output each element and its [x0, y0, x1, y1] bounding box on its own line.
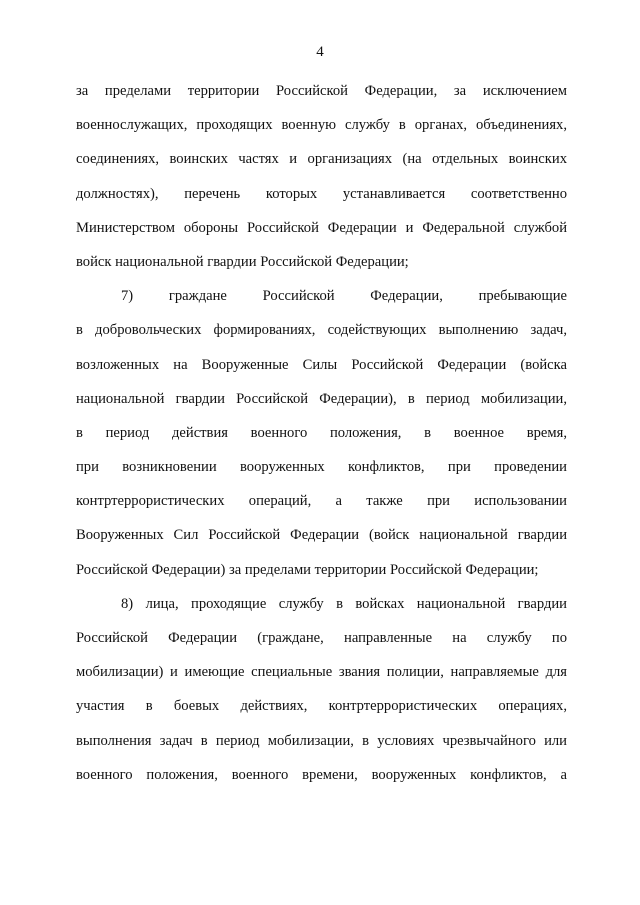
text-line: выполнения задач в период мобилизации, в условиях чрезвычайного или	[76, 732, 567, 749]
text-line: при возникновении вооруженных конфликтов, при проведении	[76, 459, 567, 476]
text-line: мобилизации) и имеющие специальные звания полиции, направляемые для	[76, 664, 567, 681]
text-line: войск национальной гвардии Российской Федерации;	[76, 253, 409, 270]
paragraph-item-8	[76, 587, 567, 792]
text-line: за пределами территории Российской Федерации, за исключением	[76, 83, 567, 99]
text-line: национальной гвардии Российской Федерации), в период мобилизации,	[76, 390, 567, 407]
document-body	[76, 74, 567, 792]
text-line: контртеррористических операций, а также при использовании	[76, 493, 567, 510]
paragraph-continuation	[76, 74, 567, 279]
text-line: 7) граждане Российской Федерации, пребывающие	[121, 288, 567, 305]
text-line: в добровольческих формированиях, содействующих выполнению задач,	[76, 322, 567, 339]
page-number: 4	[316, 44, 324, 60]
text-line: в период действия военного положения, в военное время,	[76, 424, 567, 441]
text-line: военного положения, военного времени, вооруженных конфликтов, а	[76, 766, 567, 783]
text-line: военнослужащих, проходящих военную службу в органах, объединениях,	[76, 117, 567, 134]
text-line: участия в боевых действиях, контртеррористических операциях,	[76, 698, 567, 715]
text-line: Российской Федерации (граждане, направленные на службу по	[76, 630, 567, 646]
text-line: соединениях, воинских частях и организациях (на отдельных воинских	[76, 151, 567, 168]
paragraph-item-7	[76, 279, 567, 587]
text-line: должностях), перечень которых устанавливается соответственно	[76, 185, 567, 202]
text-line: Вооруженных Сил Российской Федерации (войск национальной гвардии	[76, 527, 567, 544]
text-line: 8) лица, проходящие службу в войсках национальной гвардии	[121, 595, 567, 612]
text-line: Министерством обороны Российской Федерации и Федеральной службой	[76, 219, 567, 236]
text-line: возложенных на Вооруженные Силы Российской Федерации (войска	[76, 356, 567, 373]
text-line: Российской Федерации) за пределами территории Российской Федерации;	[76, 561, 539, 578]
